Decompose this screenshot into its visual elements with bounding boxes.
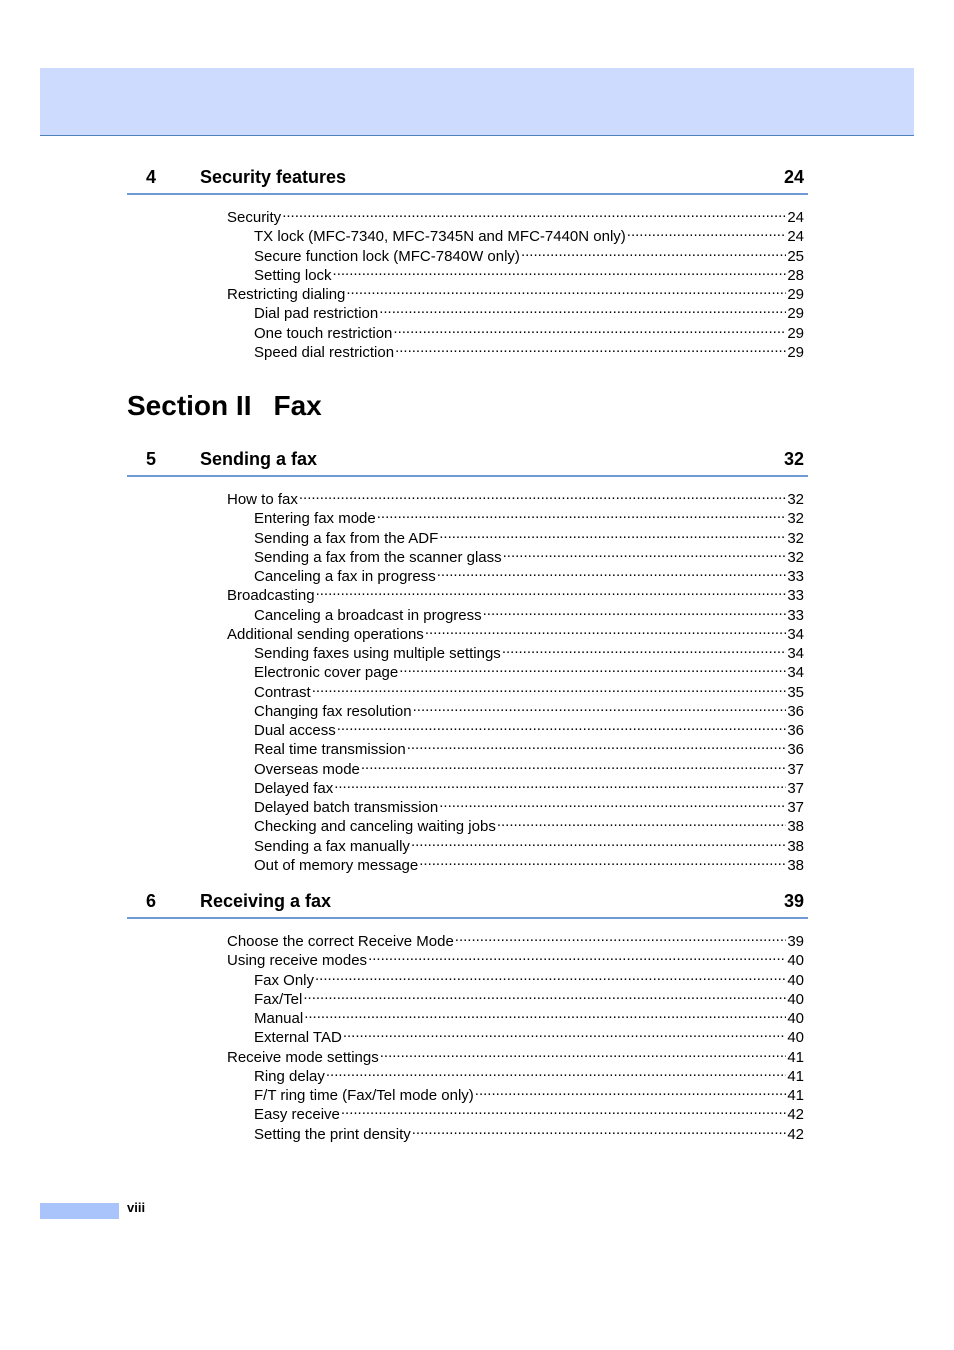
toc-entry[interactable]: [254, 985, 804, 1008]
toc-entry-label: Entering fax mode: [254, 510, 376, 528]
dot-leader: [497, 812, 786, 831]
toc-entry-label: F/T ring time (Fax/Tel mode only): [254, 1087, 474, 1104]
toc-entry[interactable]: [227, 946, 804, 970]
toc-entry-label: Contrast: [254, 683, 311, 701]
chapter-page: 24: [783, 167, 804, 187]
toc-entry-page: 28: [787, 266, 804, 284]
toc-entry[interactable]: [254, 793, 804, 816]
toc-entry-label: Dial pad restriction: [254, 305, 379, 323]
toc-entry-page: 35: [787, 683, 804, 701]
toc-entry[interactable]: [254, 678, 804, 701]
dot-leader: [368, 946, 786, 965]
dot-leader: [437, 562, 787, 581]
toc-entry[interactable]: [227, 485, 804, 508]
toc-entry[interactable]: [254, 658, 804, 682]
chapter-number: 6: [146, 891, 157, 911]
toc-entry-page: 34: [787, 664, 804, 682]
toc-entry-page: 40: [787, 1029, 804, 1047]
dot-leader: [282, 203, 786, 222]
footer-page-number: viii: [127, 1200, 146, 1215]
chapter-heading[interactable]: [127, 165, 808, 195]
dot-leader: [521, 242, 786, 261]
toc-entry-page: 36: [787, 741, 804, 759]
dot-leader: [395, 338, 786, 357]
dot-leader: [361, 755, 786, 774]
toc-entry-label: Electronic cover page: [254, 664, 399, 682]
toc-entry-page: 33: [787, 606, 804, 624]
toc-entry-label: Real time transmission: [254, 741, 406, 759]
toc-entry[interactable]: [254, 242, 804, 265]
dot-leader: [393, 319, 786, 338]
toc-entry-label: Changing fax resolution: [254, 702, 412, 720]
toc-entry-label: Delayed fax: [254, 779, 334, 797]
section-label: Section II: [127, 390, 252, 421]
toc-entry-page: 40: [787, 1010, 804, 1027]
dot-leader: [627, 222, 787, 241]
toc-entry-label: Canceling a broadcast in progress: [254, 606, 482, 624]
toc-entry[interactable]: [254, 222, 804, 246]
dot-leader: [380, 1043, 787, 1062]
toc-entry[interactable]: [254, 1023, 804, 1047]
toc-entry[interactable]: [254, 261, 804, 284]
toc-entry[interactable]: [254, 504, 804, 528]
dot-leader: [483, 601, 787, 620]
toc-entry-page: 33: [787, 587, 804, 605]
dot-leader: [475, 1081, 787, 1100]
toc-entry[interactable]: [254, 299, 804, 323]
toc-entry-label: Sending a fax from the ADF: [254, 529, 439, 547]
dot-leader: [413, 697, 787, 716]
toc-entry-page: 32: [787, 491, 804, 508]
dot-leader: [304, 1004, 786, 1023]
toc-entry-page: 42: [787, 1125, 804, 1143]
dot-leader: [419, 851, 786, 870]
toc-entry[interactable]: [254, 851, 804, 874]
toc-entry-page: 24: [787, 209, 804, 226]
dot-leader: [439, 793, 786, 812]
toc-entry-label: Ring delay: [254, 1067, 325, 1085]
toc-entry[interactable]: [254, 1120, 804, 1143]
toc-entry-page: 36: [787, 722, 804, 739]
toc-entry[interactable]: [254, 697, 804, 720]
toc-entry[interactable]: [254, 1100, 804, 1124]
toc-entry-label: Restricting dialing: [227, 286, 346, 303]
toc-entry-page: 40: [787, 952, 804, 970]
toc-entry-label: Setting lock: [254, 266, 332, 284]
toc-entry[interactable]: [227, 280, 804, 303]
toc-entry-label: Speed dial restriction: [254, 343, 395, 361]
toc-entry[interactable]: [254, 774, 804, 797]
footer-band: [40, 1203, 119, 1219]
chapter-title: Sending a fax: [200, 449, 318, 469]
section-title: [127, 388, 322, 424]
toc-entry-label: Fax Only: [254, 971, 315, 989]
toc-entry[interactable]: [254, 524, 804, 547]
dot-leader: [343, 1023, 787, 1042]
toc-entry-page: 40: [787, 990, 804, 1008]
toc-entry[interactable]: [227, 927, 804, 950]
dot-leader: [439, 524, 786, 543]
toc-entry-page: 24: [787, 228, 804, 246]
toc-entry-label: Security: [227, 209, 282, 226]
toc-entry[interactable]: [254, 1004, 804, 1027]
toc-entry-label: One touch restriction: [254, 324, 393, 342]
toc-entry-page: 41: [787, 1048, 804, 1066]
toc-entry-label: Secure function lock (MFC-7840W only): [254, 247, 520, 265]
toc-entry-label: Out of memory message: [254, 856, 419, 874]
toc-entry[interactable]: [254, 338, 804, 361]
dot-leader: [411, 832, 786, 851]
toc-entry-label: Choose the correct Receive Mode: [227, 933, 454, 950]
toc-entry-label: Sending a fax from the scanner glass: [254, 548, 502, 566]
toc-entry-page: 25: [787, 247, 804, 265]
toc-entry-page: 32: [787, 548, 804, 566]
toc-entry-page: 37: [787, 799, 804, 816]
toc-entry-page: 40: [787, 971, 804, 989]
toc-entry-page: 33: [787, 568, 804, 585]
chapter-heading[interactable]: [127, 889, 808, 919]
dot-leader: [502, 639, 787, 658]
dot-leader: [341, 1100, 786, 1119]
toc-entry-label: Sending faxes using multiple settings: [254, 645, 501, 662]
toc-entry-page: 32: [787, 510, 804, 528]
toc-entry-page: 34: [787, 645, 804, 662]
dot-leader: [377, 504, 787, 523]
toc-entry[interactable]: [254, 735, 804, 759]
toc-entry[interactable]: [254, 562, 804, 585]
toc-entry-page: 37: [787, 779, 804, 797]
toc-entry[interactable]: [254, 966, 804, 989]
toc-entry-label: Easy receive: [254, 1106, 340, 1124]
toc-entry-label: Additional sending operations: [227, 625, 424, 643]
toc-entry-label: Canceling a fax in progress: [254, 568, 436, 585]
dot-leader: [333, 261, 787, 280]
dot-leader: [407, 735, 787, 754]
toc-entry-page: 34: [787, 625, 804, 643]
dot-leader: [412, 1120, 787, 1139]
toc-entry-page: 41: [787, 1087, 804, 1104]
toc-entry-page: 42: [787, 1106, 804, 1124]
chapter-page: 32: [783, 449, 804, 469]
chapter-number: 5: [146, 449, 157, 469]
dot-leader: [337, 716, 787, 735]
toc-entry[interactable]: [254, 543, 804, 566]
toc-entry-page: 37: [787, 760, 804, 778]
toc-entry[interactable]: [254, 639, 804, 662]
toc-entry-label: Broadcasting: [227, 587, 315, 605]
toc-entry-label: Manual: [254, 1010, 304, 1027]
toc-entry-label: Using receive modes: [227, 952, 368, 970]
toc-entry[interactable]: [254, 812, 804, 836]
toc-entry[interactable]: [254, 832, 804, 855]
toc-entry-label: How to fax: [227, 491, 298, 508]
toc-entry-page: 38: [787, 856, 804, 874]
toc-entry-page: 29: [787, 343, 804, 361]
dot-leader: [503, 543, 787, 562]
chapter-title: Security features: [200, 167, 347, 187]
toc-entry-label: Dual access: [254, 722, 336, 739]
toc-entry-page: 38: [787, 818, 804, 836]
dot-leader: [326, 1062, 786, 1081]
toc-entry-page: 39: [787, 933, 804, 950]
toc-entry-page: 36: [787, 702, 804, 720]
dot-leader: [299, 485, 786, 504]
toc-entry[interactable]: [254, 601, 804, 624]
chapter-page: 39: [783, 891, 804, 911]
chapter-heading[interactable]: [127, 447, 808, 477]
dot-leader: [303, 985, 786, 1004]
toc-entry-page: 29: [787, 286, 804, 303]
dot-leader: [316, 581, 787, 600]
dot-leader: [312, 678, 787, 697]
toc-entry-label: Checking and canceling waiting jobs: [254, 818, 496, 836]
toc-entry[interactable]: [254, 716, 804, 739]
toc-entry[interactable]: [254, 319, 804, 342]
toc-entry[interactable]: [227, 203, 804, 226]
chapter-number: 4: [146, 167, 157, 187]
toc-entry-label: External TAD: [254, 1029, 342, 1047]
toc-entry[interactable]: [254, 755, 804, 778]
toc-entry[interactable]: [254, 1081, 804, 1104]
toc-entry[interactable]: [227, 620, 804, 643]
toc-entry-label: Receive mode settings: [227, 1048, 379, 1066]
toc-entry[interactable]: [254, 1062, 804, 1085]
dot-leader: [425, 620, 787, 639]
toc-entry-label: Delayed batch transmission: [254, 799, 439, 816]
chapter-title: Receiving a fax: [200, 891, 332, 911]
section-name: Fax: [273, 390, 322, 421]
dot-leader: [379, 299, 786, 318]
dot-leader: [315, 966, 786, 985]
dot-leader: [346, 280, 786, 299]
toc-entry-page: 38: [787, 837, 804, 855]
toc-entry[interactable]: [227, 1043, 804, 1066]
toc-entry-label: Overseas mode: [254, 760, 360, 778]
toc-entry-label: Sending a fax manually: [254, 837, 410, 855]
toc-entry-page: 29: [787, 305, 804, 323]
toc-entry-label: Fax/Tel: [254, 990, 303, 1008]
dot-leader: [399, 658, 786, 677]
toc-entry[interactable]: [227, 581, 804, 605]
toc-entry-page: 41: [787, 1067, 804, 1085]
toc-entry-page: 29: [787, 324, 804, 342]
dot-leader: [334, 774, 786, 793]
toc-entry-page: 32: [787, 529, 804, 547]
header-band: [40, 68, 914, 136]
toc-entry-label: Setting the print density: [254, 1125, 411, 1143]
dot-leader: [455, 927, 787, 946]
toc-entry-label: TX lock (MFC-7340, MFC-7345N and MFC-7440N only): [254, 228, 626, 246]
